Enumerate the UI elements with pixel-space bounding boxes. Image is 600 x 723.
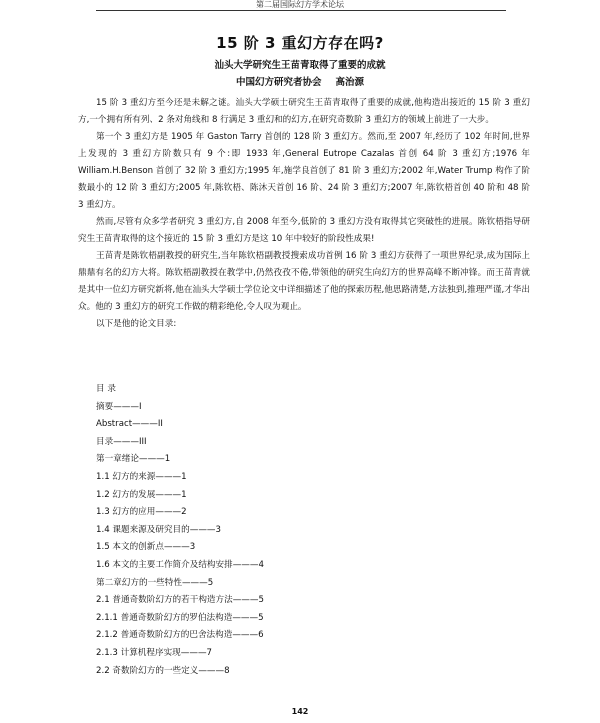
- toc-entry: 2.2 奇数阶幻方的一些定义———8: [96, 665, 230, 676]
- article-subtitle: 汕头大学研究生王苗青取得了重要的成就: [214, 60, 386, 71]
- table-of-contents: [96, 381, 516, 680]
- toc-entry: 1.6 本文的主要工作简介及结构安排———4: [96, 559, 264, 570]
- byline: [0, 77, 600, 89]
- toc-entry: 2.1.2 普通奇数阶幻方的巴舍法构造———6: [96, 630, 264, 641]
- paragraph: 第一个 3 重幻方是 1905 年 Gaston Tarry 首创的 128 阶 3 重幻方。然而,至 2007 年,经历了 102 年时间,世界上发现的 3 重幻方阶数只有 9 个:即 1933 年,General Eutrope Cazalas 首创 64 阶 3 重幻方;1976 年 William.H.Benson 首创了 32 阶 3 重幻方;1995 年,施学良首创了 81 阶 3 重幻方;2002 年,Water Trump 构作了阶数最小的 12 阶 3 重幻方;2005 年,陈钦梧、陈沐天首创 16 阶、24 阶 3 重幻方;2007 年,陈钦梧首创 40 阶和 48 阶 3 重幻方。: [78, 132, 530, 210]
- header-rule: [96, 10, 506, 11]
- paragraph: 王苗青是陈钦梧副教授的研究生,当年陈钦梧副教授搜索成功首例 16 阶 3 重幻方获得了一项世界纪录,成为国际上鼎鼎有名的幻方大将。陈钦梧副教授在教学中,仍然孜孜不倦,带领他的研究生向幻方的世界高峰不断冲锋。而王苗青就是其中一位幻方研究新将,他在汕头大学硕士学位论文中详细描述了他的探索历程,他思路清楚,方法独到,推理严谨,才华出众。他的 3 重幻方的研究工作做的精彩绝伦,令人叹为观止。: [78, 251, 530, 312]
- author-name: 高治源: [335, 77, 365, 88]
- toc-entry: 摘要———I: [96, 401, 142, 412]
- page-number: 142: [291, 707, 309, 716]
- toc-entry: 1.4 课题来源及研究目的———3: [96, 524, 221, 535]
- toc-entry: 目录———III: [96, 436, 147, 447]
- article-title: 15 阶 3 重幻方存在吗?: [216, 34, 384, 52]
- toc-entry: 1.5 本文的创新点———3: [96, 542, 196, 553]
- running-header: [0, 0, 600, 14]
- toc-entry: 1.1 幻方的来源———1: [96, 471, 187, 482]
- paragraph: 15 阶 3 重幻方至今还是未解之谜。汕头大学硕士研究生王苗青取得了重要的成就,他构造出接近的 15 阶 3 重幻方,一个拥有所有列、2 条对角线和 8 行满足 3 重幻和的幻方,在研究奇数阶 3 重幻方的领域上前进了一大步。: [78, 98, 530, 125]
- paragraph: 以下是他的论文目录:: [96, 319, 177, 329]
- organization: 中国幻方研究者协会: [235, 77, 322, 88]
- article-body: [78, 95, 530, 333]
- toc-entry: 1.3 幻方的应用———2: [96, 507, 187, 518]
- toc-heading: 目 录: [96, 384, 116, 394]
- toc-entry: 1.2 幻方的发展———1: [96, 489, 187, 500]
- toc-entry: 第一章绪论———1: [96, 454, 171, 465]
- header-text: 第二届国际幻方学术论坛: [250, 0, 350, 9]
- toc-entry: 2.1.3 计算机程序实现———7: [96, 647, 213, 658]
- toc-entry: 2.1 普通奇数阶幻方的若干构造方法———5: [96, 595, 264, 606]
- toc-entry: 2.1.1 普通奇数阶幻方的罗伯法构造———5: [96, 612, 264, 623]
- toc-entry: 第二章幻方的一些特性———5: [96, 577, 214, 588]
- toc-entry: Abstract———II: [96, 419, 163, 430]
- paragraph: 然而,尽管有众多学者研究 3 重幻方,自 2008 年至今,低阶的 3 重幻方没有取得其它突破性的进展。陈钦梧指导研究生王苗青取得的这个接近的 15 阶 3 重幻方是这 10 年中较好的阶段性成果!: [78, 217, 530, 244]
